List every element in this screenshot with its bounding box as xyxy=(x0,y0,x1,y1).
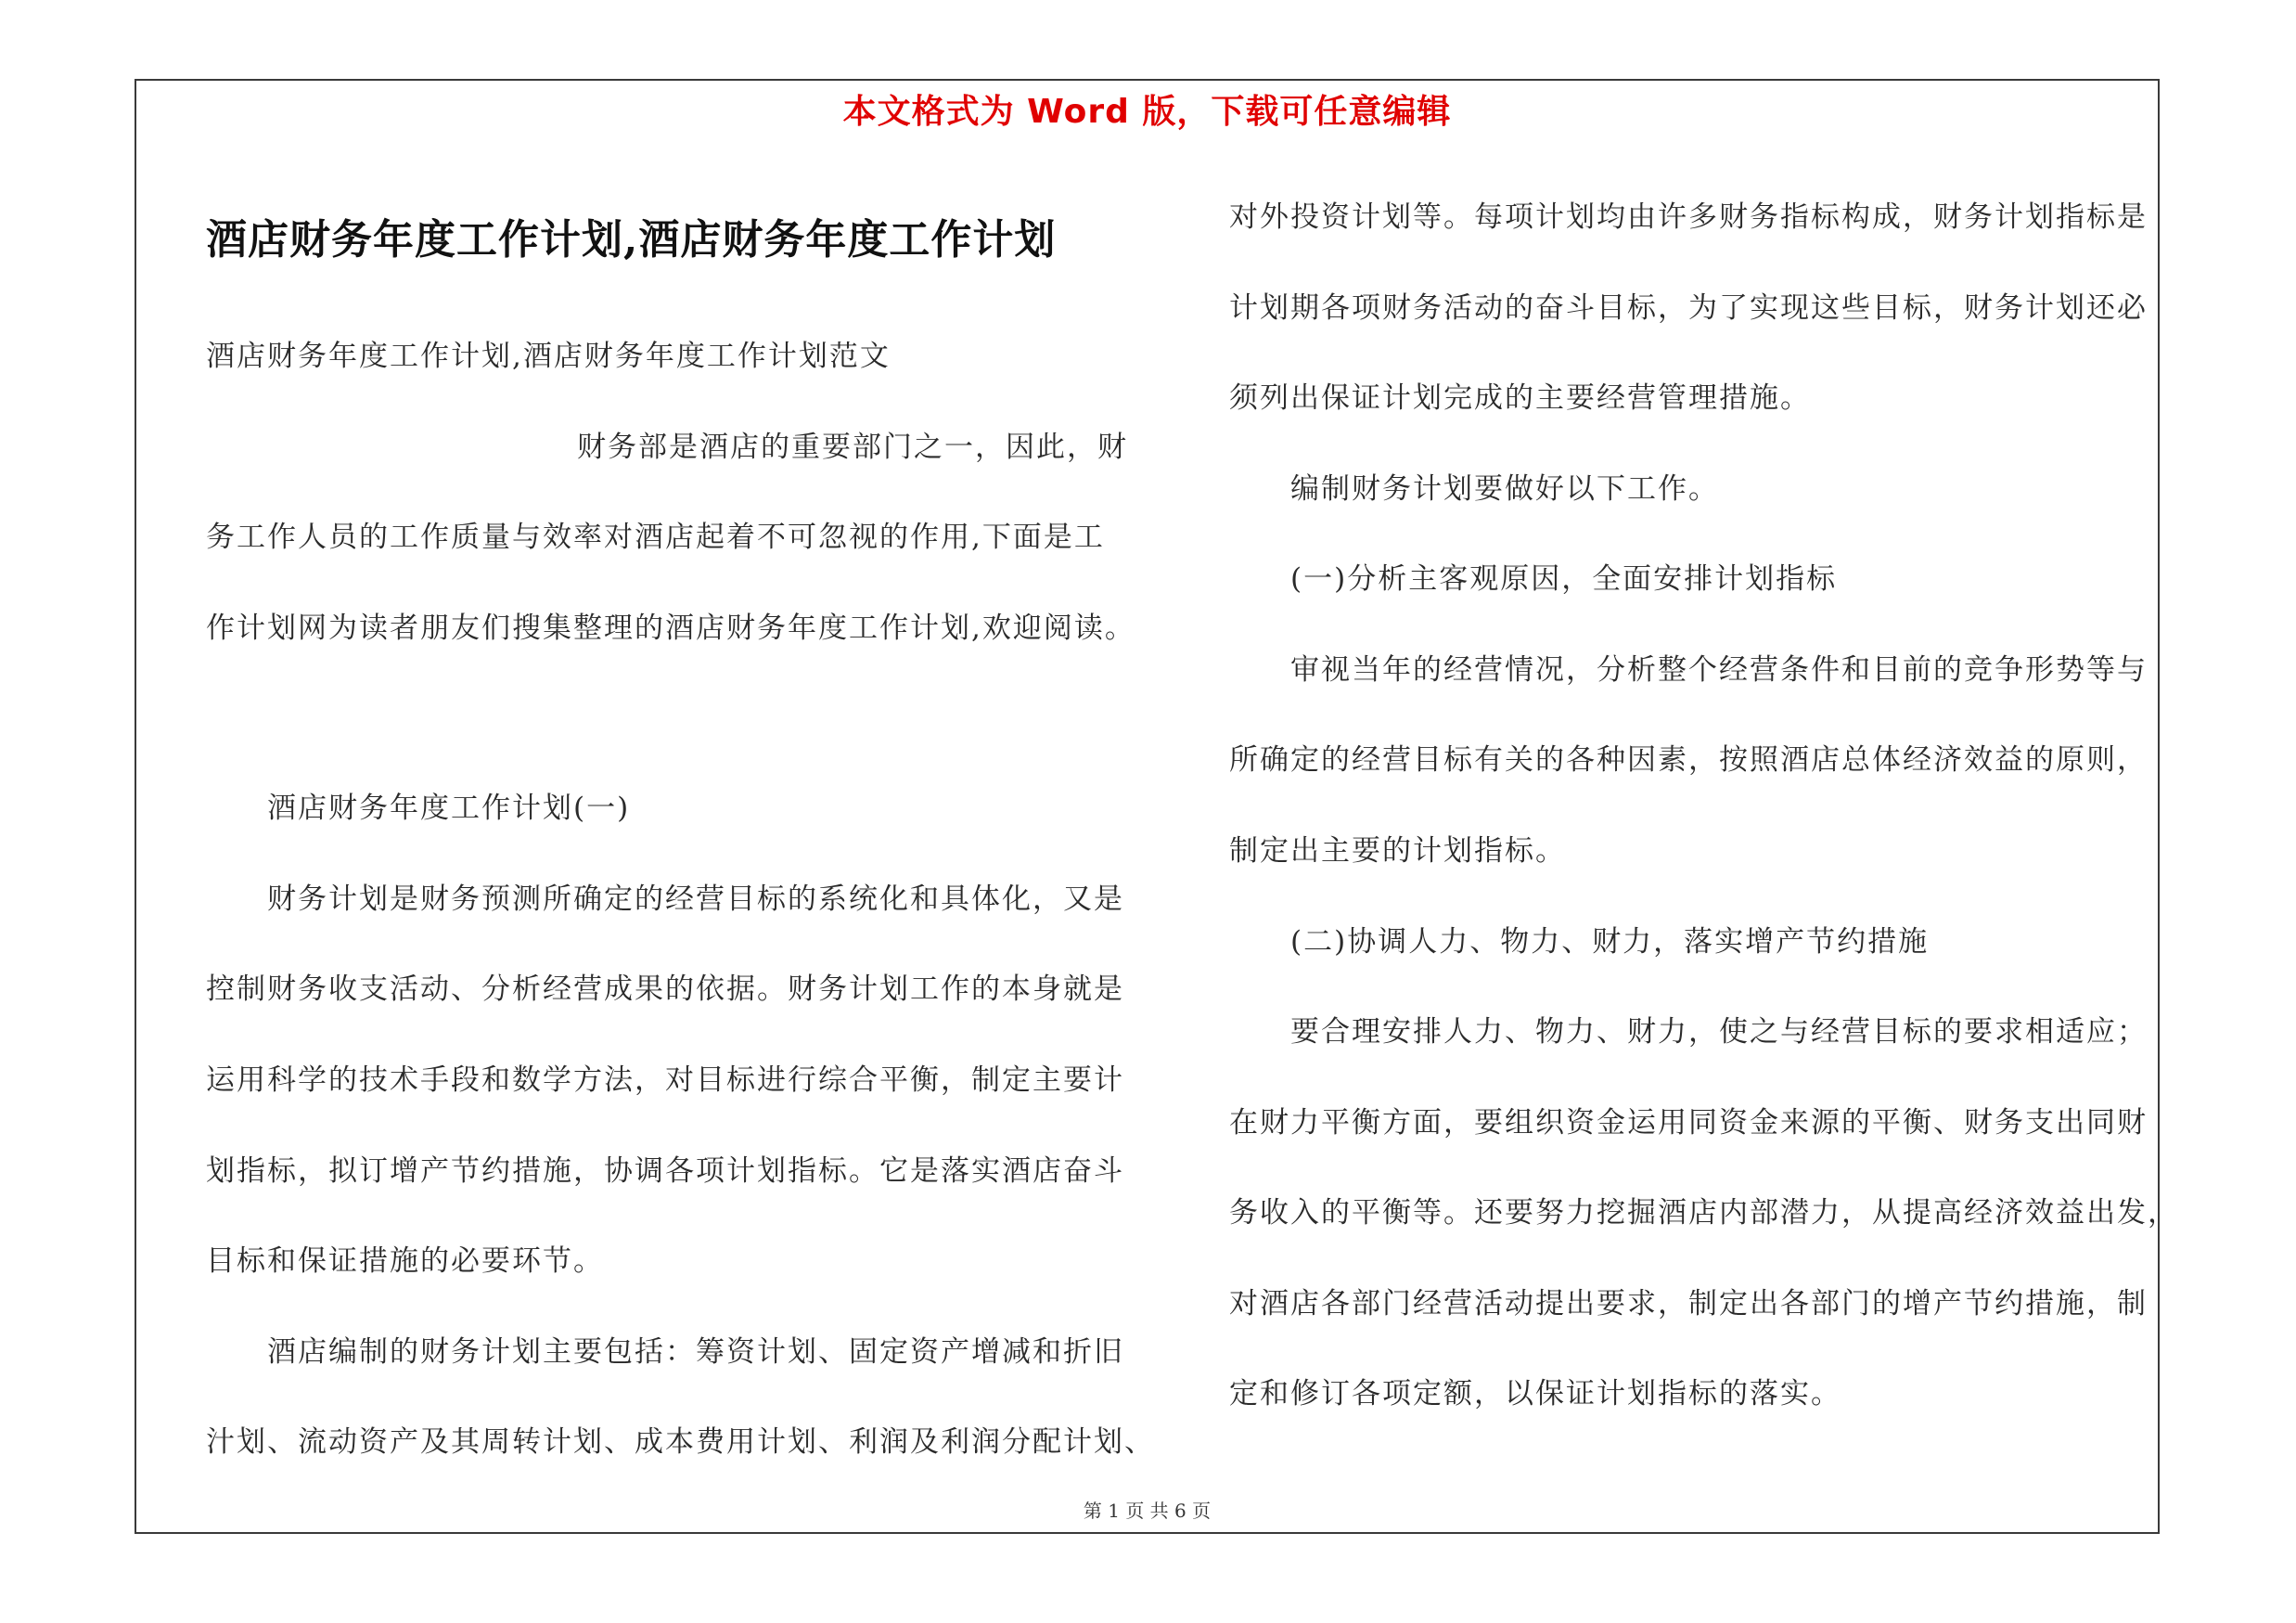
paragraph-line: 须列出保证计划完成的主要经营管理措施。 xyxy=(1229,381,1811,415)
section-heading: (一)分析主客观原因，全面安排计划指标 xyxy=(1290,562,1838,596)
paragraph-line: 制定出主要的计划指标。 xyxy=(1229,834,1566,868)
paragraph-line: 对酒店各部门经营活动提出要求，制定出各部门的增产节约措施，制 xyxy=(1229,1287,2148,1320)
paragraph-line: 目标和保证措施的必要环节。 xyxy=(206,1244,604,1278)
section-heading: 酒店财务年度工作计划(一) xyxy=(267,792,631,825)
paragraph-line: 汁划、流动资产及其周转计划、成本费用计划、利润及利润分配计划、 xyxy=(206,1425,1155,1459)
paragraph-line: 财务计划是财务预测所确定的经营目标的系统化和具体化，又是 xyxy=(267,882,1124,916)
section-heading: (二)协调人力、物力、财力，落实增产节约措施 xyxy=(1290,925,1930,959)
paragraph-line: 财务部是酒店的重要部门之一，因此，财 xyxy=(577,431,1128,464)
paragraph-line: 运用科学的技术手段和数学方法，对目标进行综合平衡，制定主要计 xyxy=(206,1063,1124,1097)
paragraph-line: 酒店编制的财务计划主要包括：筹资计划、固定资产增减和折旧 xyxy=(267,1335,1124,1369)
paragraph-line: 定和修订各项定额，以保证计划指标的落实。 xyxy=(1229,1377,1841,1410)
paragraph-line: 对外投资计划等。每项计划均由许多财务指标构成，财务计划指标是 xyxy=(1229,200,2148,234)
format-banner: 本文格式为 Word 版，下载可任意编辑 xyxy=(842,93,1452,131)
paragraph-line: 作计划网为读者朋友们搜集整理的酒店财务年度工作计划,欢迎阅读。 xyxy=(206,612,1135,645)
paragraph-line: 要合理安排人力、物力、财力，使之与经营目标的要求相适应； xyxy=(1290,1015,2148,1049)
paragraph-line: 编制财务计划要做好以下工作。 xyxy=(1290,472,1719,506)
paragraph-line: 审视当年的经营情况，分析整个经营条件和目前的竞争形势等与 xyxy=(1290,653,2148,687)
paragraph-line: 计划期各项财务活动的奋斗目标，为了实现这些目标，财务计划还必 xyxy=(1229,291,2148,325)
paragraph-line: 控制财务收支活动、分析经营成果的依据。财务计划工作的本身就是 xyxy=(206,973,1124,1006)
paragraph-line: 务收入的平衡等。还要努力挖掘酒店内部潜力，从提高经济效益出发， xyxy=(1229,1196,2178,1230)
page-number-footer: 第 1 页 共 6 页 xyxy=(1083,1500,1212,1522)
subtitle-line: 酒店财务年度工作计划,酒店财务年度工作计划范文 xyxy=(206,340,891,373)
document-title: 酒店财务年度工作计划,酒店财务年度工作计划 xyxy=(206,216,1057,264)
paragraph-line: 务工作人员的工作质量与效率对酒店起着不可忽视的作用,下面是工 xyxy=(206,521,1105,554)
paragraph-line: 在财力平衡方面，要组织资金运用同资金来源的平衡、财务支出同财 xyxy=(1229,1106,2148,1140)
paragraph-line: 划指标，拟订增产节约措施，协调各项计划指标。它是落实酒店奋斗 xyxy=(206,1154,1124,1188)
paragraph-line: 所确定的经营目标有关的各种因素，按照酒店总体经济效益的原则， xyxy=(1229,743,2148,777)
